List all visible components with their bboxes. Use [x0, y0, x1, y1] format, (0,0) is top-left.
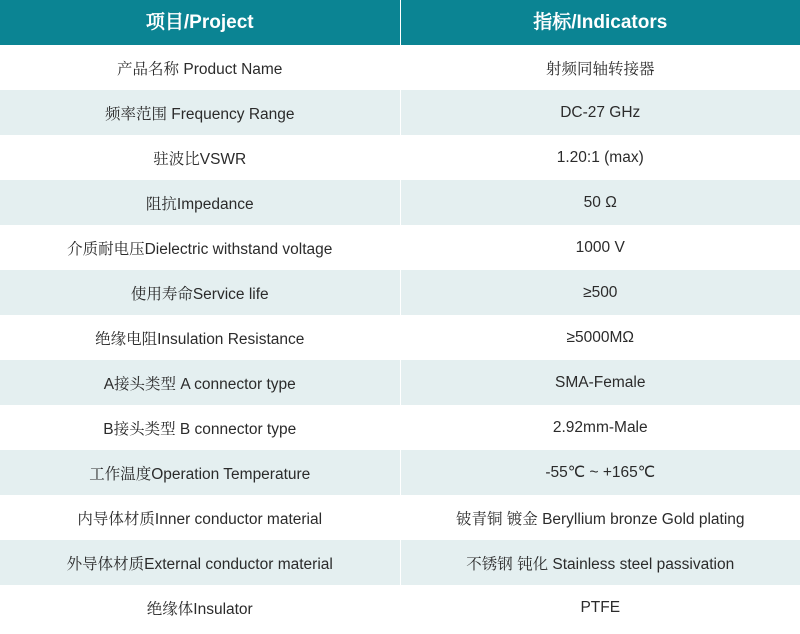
table-row: [0, 45, 800, 90]
cell-indicator: 射频同轴转接器: [400, 45, 800, 90]
table-row: [0, 180, 800, 225]
table-body: [0, 45, 800, 630]
cell-project: A接头类型 A connector type: [0, 360, 400, 405]
cell-project: 阻抗Impedance: [0, 180, 400, 225]
cell-indicator: -55℃ ~ +165℃: [400, 450, 800, 495]
cell-project: 频率范围 Frequency Range: [0, 90, 400, 135]
table-row: [0, 540, 800, 585]
table-row: [0, 225, 800, 270]
cell-project: 绝缘体Insulator: [0, 585, 400, 630]
table-row: [0, 495, 800, 540]
table-row: [0, 315, 800, 360]
column-header-project: 项目/Project: [0, 0, 400, 45]
table-row: [0, 90, 800, 135]
table-row: [0, 585, 800, 630]
table-row: [0, 405, 800, 450]
cell-indicator: 不锈钢 钝化 Stainless steel passivation: [400, 540, 800, 585]
column-header-indicators: 指标/Indicators: [400, 0, 800, 45]
cell-indicator: 1.20:1 (max): [400, 135, 800, 180]
cell-project: 外导体材质External conductor material: [0, 540, 400, 585]
cell-project: 驻波比VSWR: [0, 135, 400, 180]
table-header-row: [0, 0, 800, 45]
cell-indicator: SMA-Female: [400, 360, 800, 405]
cell-project: 内导体材质Inner conductor material: [0, 495, 400, 540]
table-row: [0, 270, 800, 315]
table-row: [0, 450, 800, 495]
table-header: [0, 0, 800, 45]
cell-project: 使用寿命Service life: [0, 270, 400, 315]
cell-project: 工作温度Operation Temperature: [0, 450, 400, 495]
cell-project: 介质耐电压Dielectric withstand voltage: [0, 225, 400, 270]
cell-indicator: 1000 V: [400, 225, 800, 270]
table-row: [0, 360, 800, 405]
cell-indicator: DC-27 GHz: [400, 90, 800, 135]
cell-indicator: 2.92mm-Male: [400, 405, 800, 450]
cell-indicator: ≥500: [400, 270, 800, 315]
cell-indicator: PTFE: [400, 585, 800, 630]
cell-indicator: ≥5000MΩ: [400, 315, 800, 360]
cell-project: B接头类型 B connector type: [0, 405, 400, 450]
table-row: [0, 135, 800, 180]
cell-project: 产品名称 Product Name: [0, 45, 400, 90]
cell-indicator: 50 Ω: [400, 180, 800, 225]
cell-indicator: 铍青铜 镀金 Beryllium bronze Gold plating: [400, 495, 800, 540]
cell-project: 绝缘电阻Insulation Resistance: [0, 315, 400, 360]
